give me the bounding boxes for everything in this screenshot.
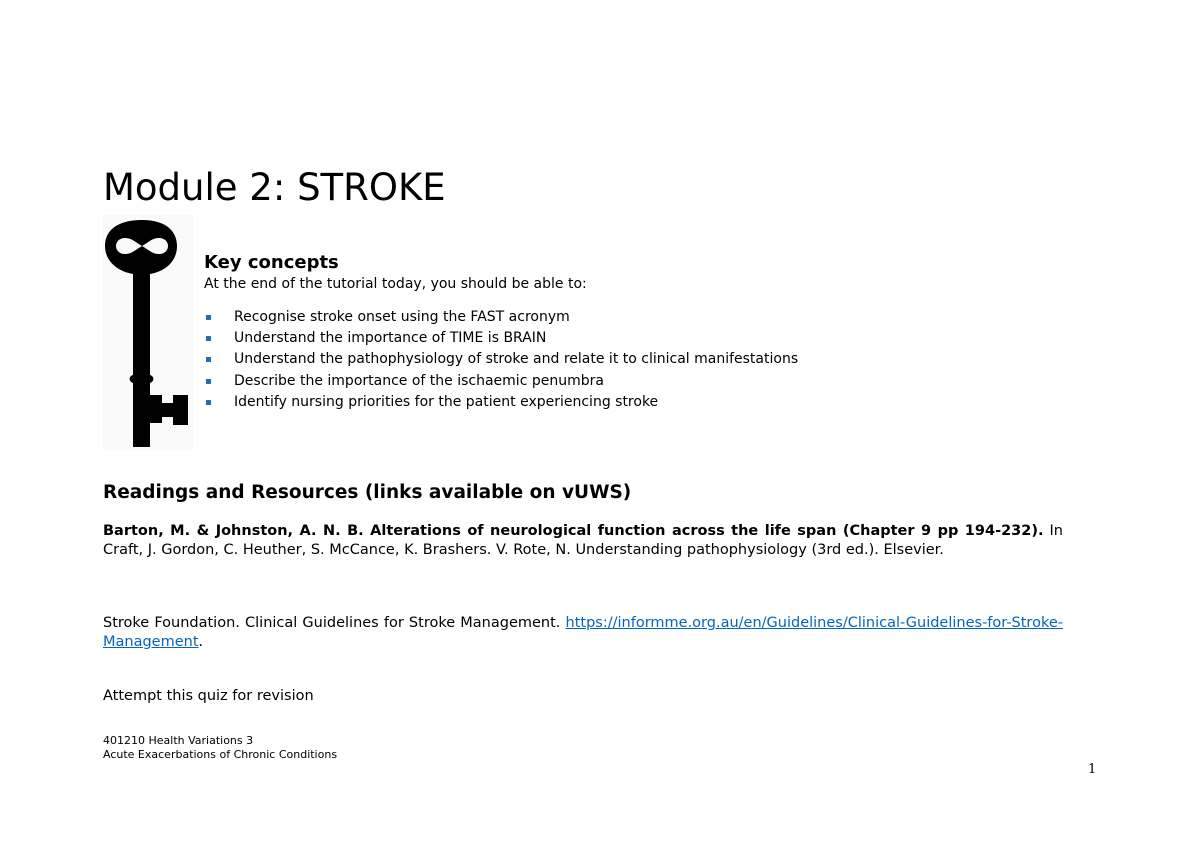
reference-title: Barton, M. & Johnston, A. N. B. Alterations of neurological function across the life span (Chapter 9 pp 194-232). <box>103 523 1044 539</box>
reference-text: Stroke Foundation. Clinical Guidelines for Stroke Management. <box>103 615 566 631</box>
list-item: Understand the pathophysiology of stroke and relate it to clinical manifestations <box>204 349 798 370</box>
footer-course-code: 401210 Health Variations 3 <box>103 734 254 747</box>
reference-details: In Craft, J. Gordon, C. Heuther, S. McCance, K. Brashers. V. Rote, N. Understanding pathophysiology (3rd ed.). Elsevier. <box>103 523 1063 558</box>
reference-stroke-foundation <box>103 614 1063 652</box>
footer-course-subtitle: Acute Exacerbations of Chronic Conditions <box>103 748 338 761</box>
guidelines-link[interactable]: https://informme.org.au/en/Guidelines/Clinical-Guidelines-for-Stroke-Management <box>103 615 1063 650</box>
page-title: Module 2: STROKE <box>103 166 446 209</box>
page-number: 1 <box>1088 762 1097 777</box>
page-footer <box>103 734 337 762</box>
reference-end: . <box>198 634 204 650</box>
list-item: Identify nursing priorities for the patient experiencing stroke <box>204 392 798 413</box>
key-concepts-intro: At the end of the tutorial today, you should be able to: <box>204 276 587 292</box>
reference-barton-johnston <box>103 522 1063 560</box>
learning-objectives-list <box>204 307 798 413</box>
quiz-prompt: Attempt this quiz for revision <box>103 688 314 704</box>
list-item: Understand the importance of TIME is BRAIN <box>204 328 798 349</box>
key-icon <box>103 215 193 450</box>
list-item: Recognise stroke onset using the FAST acronym <box>204 307 798 328</box>
list-item: Describe the importance of the ischaemic penumbra <box>204 371 798 392</box>
readings-heading: Readings and Resources (links available on vUWS) <box>103 482 632 503</box>
key-concepts-heading: Key concepts <box>204 252 339 273</box>
